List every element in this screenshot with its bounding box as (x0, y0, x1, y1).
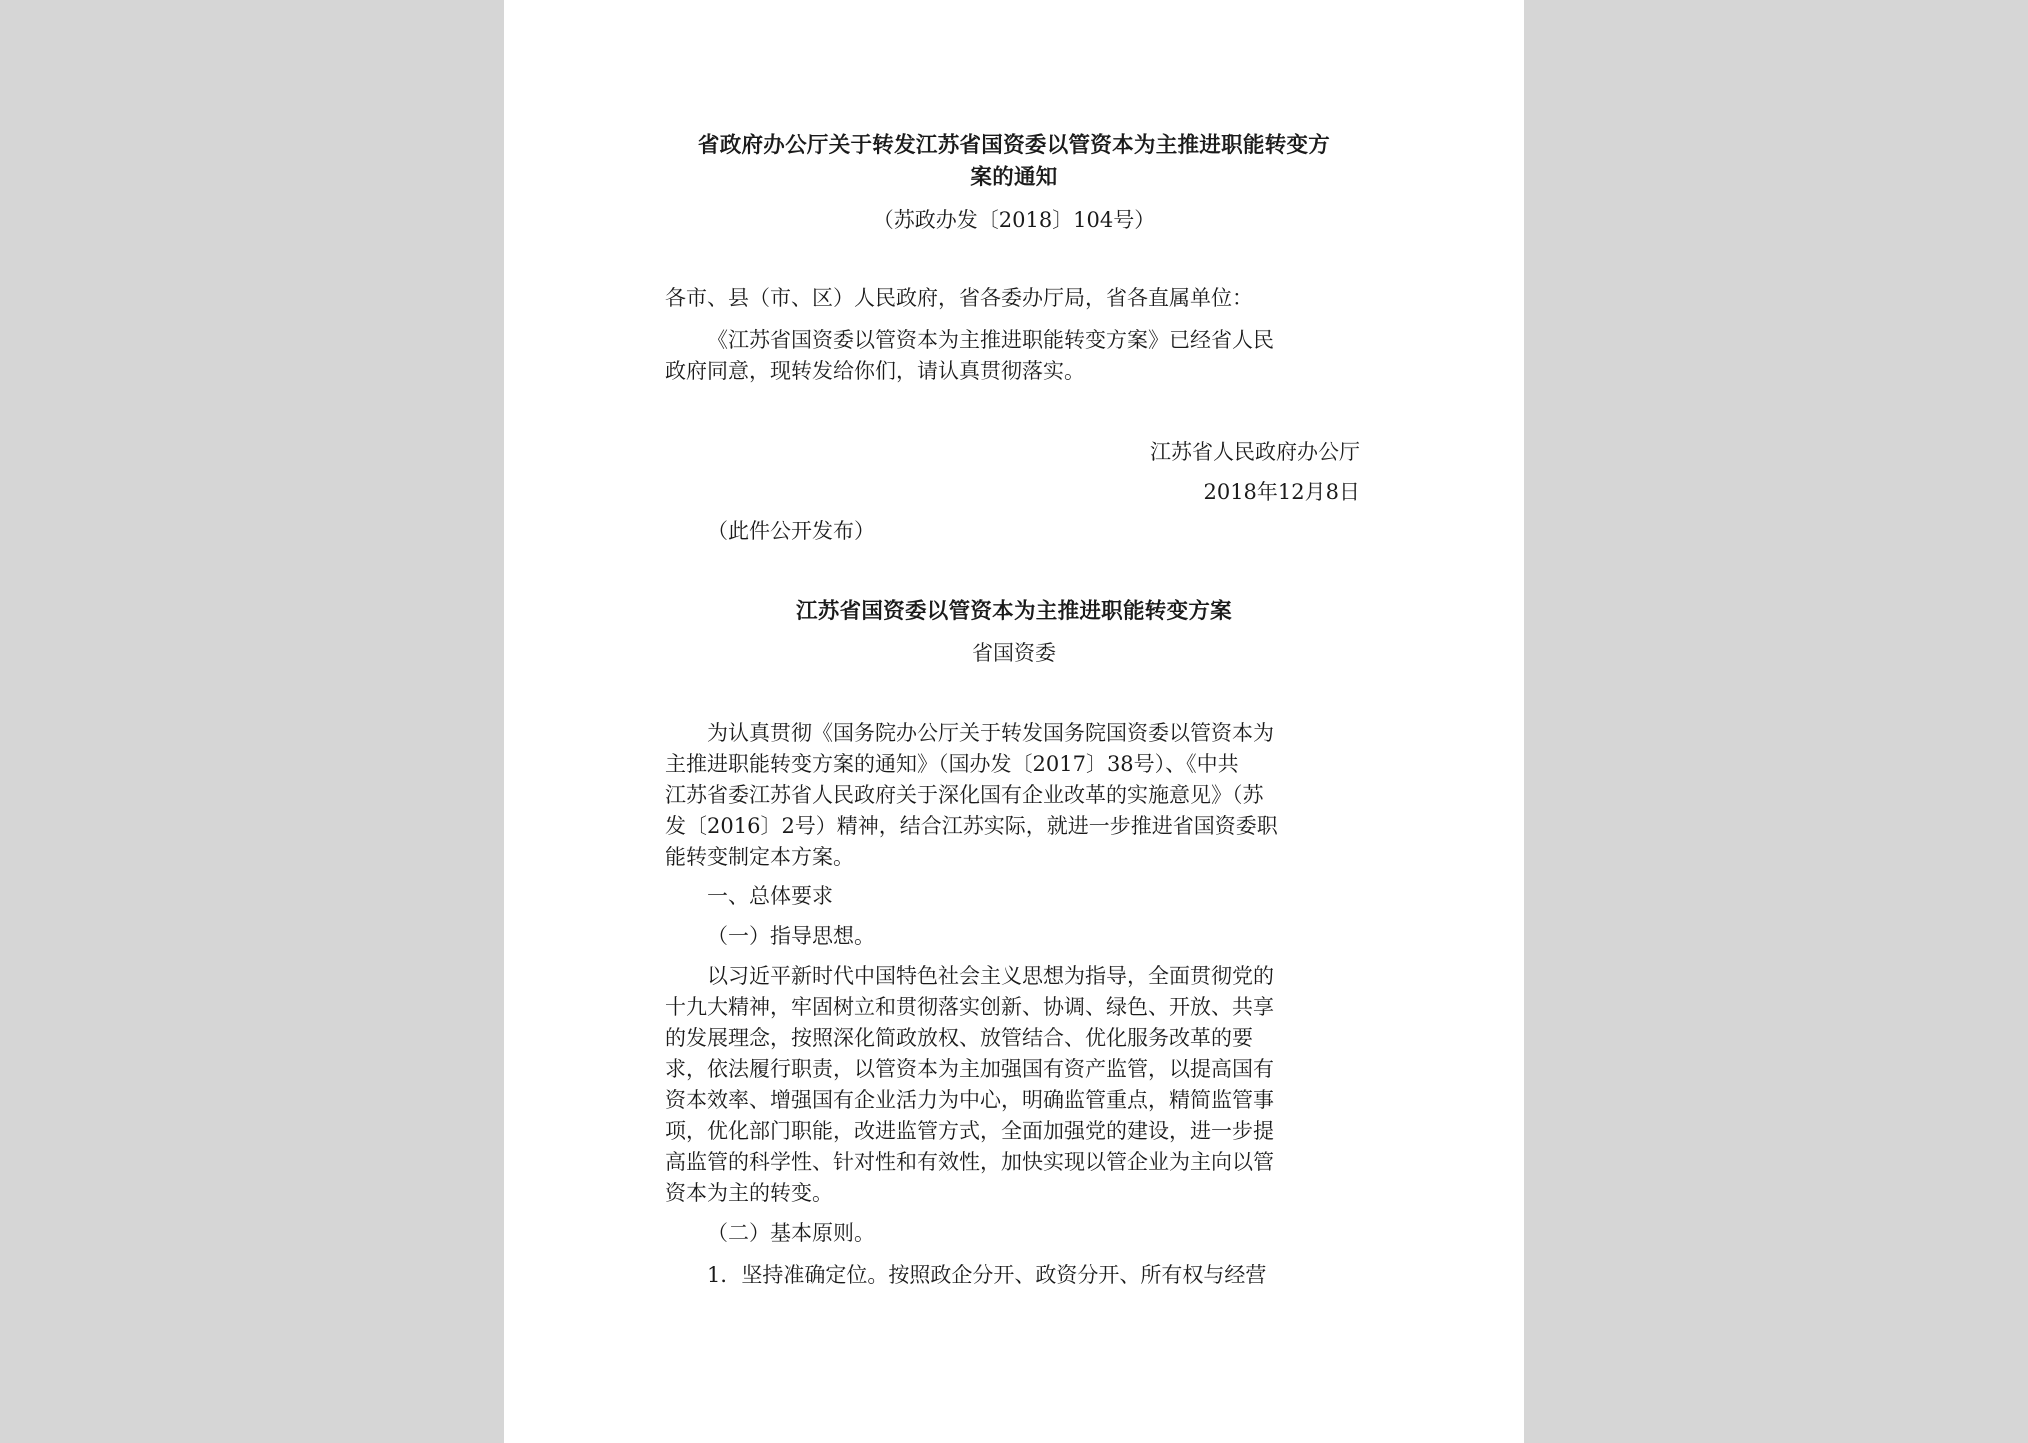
guiding-line: 资本效率、增强国有企业活力为中心，明确监管重点，精简监管事 (665, 1088, 1274, 1112)
guiding-line: 十九大精神，牢固树立和贯彻落实创新、协调、绿色、开放、共享 (665, 995, 1274, 1019)
notice-addressee: 各市、县（市、区）人民政府，省各委办厅局，省各直属单位： (665, 286, 1253, 310)
plan-title: 江苏省国资委以管资本为主推进职能转变方案 (795, 599, 1232, 624)
notice-title-line1: 省政府办公厅关于转发江苏省国资委以管资本为主推进职能转变方 (697, 133, 1331, 158)
plan-intro-line: 为认真贯彻《国务院办公厅关于转发国务院国资委以管资本为 (707, 721, 1274, 745)
notice-body-line2: 政府同意，现转发给你们，请认真贯彻落实。 (665, 359, 1085, 383)
plan-intro-line: 主推进职能转变方案的通知》（国办发〔2017〕38号）、《中共 (665, 752, 1239, 776)
plan-issuer: 省国资委 (972, 641, 1056, 665)
notice-title-line2: 案的通知 (970, 165, 1058, 190)
notice-date: 2018年12月8日 (1203, 480, 1360, 504)
guiding-line: 的发展理念，按照深化简政放权、放管结合、优化服务改革的要 (665, 1026, 1253, 1050)
notice-signer: 江苏省人民政府办公厅 (1150, 440, 1360, 464)
section1-heading: 一、总体要求 (707, 884, 833, 908)
subsection2-heading: （二）基本原则。 (707, 1221, 875, 1245)
guiding-line: 高监管的科学性、针对性和有效性，加快实现以管企业为主向以管 (665, 1150, 1274, 1174)
plan-intro-line: 江苏省委江苏省人民政府关于深化国有企业改革的实施意见》（苏 (665, 783, 1264, 807)
plan-intro-line: 发〔2016〕2号）精神，结合江苏实际，就进一步推进省国资委职 (665, 814, 1278, 838)
guiding-line: 资本为主的转变。 (665, 1181, 833, 1205)
guiding-line: 以习近平新时代中国特色社会主义思想为指导，全面贯彻党的 (707, 964, 1274, 988)
guiding-line: 求，依法履行职责，以管资本为主加强国有资产监管，以提高国有 (665, 1057, 1274, 1081)
principle1-line: 1．坚持准确定位。按照政企分开、政资分开、所有权与经营 (707, 1263, 1267, 1287)
plan-intro-line: 能转变制定本方案。 (665, 845, 854, 869)
notice-doc-number: （苏政办发〔2018〕104号） (872, 208, 1156, 232)
guiding-line: 项，优化部门职能，改进监管方式，全面加强党的建设，进一步提 (665, 1119, 1274, 1143)
subsection1-heading: （一）指导思想。 (707, 924, 875, 948)
notice-body-line1: 《江苏省国资委以管资本为主推进职能转变方案》已经省人民 (707, 328, 1274, 352)
notice-publicity: （此件公开发布） (707, 519, 875, 543)
document-page (504, 0, 1524, 1443)
